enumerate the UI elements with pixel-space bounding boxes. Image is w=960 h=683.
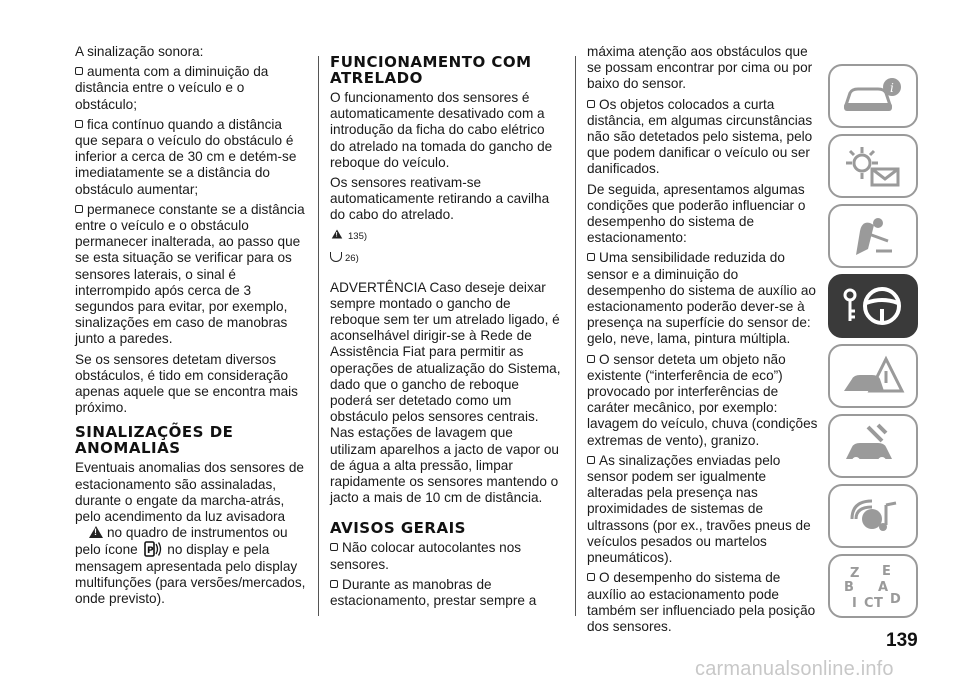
svg-text:i: i [890, 81, 894, 95]
paragraph-text: no quadro de instrumentos ou [107, 525, 288, 541]
list-item [330, 540, 562, 572]
steering-key-icon [838, 281, 908, 331]
paragraph: A sinalização sonora: [75, 44, 204, 59]
section-heading: AVISOS GERAIS [330, 519, 466, 538]
car-info-icon [838, 71, 908, 121]
note-reference [330, 228, 562, 246]
list-item-text: O sensor deteta um objeto não existente (“interferência de eco”) provocado por interferências de caráter mecânico, por exemplo: lavagem do veículo, chuva (condições extremas de vento), granizo. [587, 351, 818, 448]
page-number: 139 [886, 630, 918, 651]
column-left [75, 44, 307, 607]
list-item [587, 352, 819, 449]
list-item [330, 577, 562, 609]
tab-car-info[interactable] [828, 64, 918, 128]
list-item [587, 570, 819, 635]
tab-index[interactable] [828, 554, 918, 618]
tab-emergency[interactable] [828, 344, 918, 408]
bullet-square-icon [587, 355, 595, 363]
list-item-text: permanece constante se a distância entre o veículo e o obstáculo permanecer inalterada, ao passo que se esta situação se verificar para os sensores laterais, o sinal é interrompido após cerca de 3 segundos para evitar, por exemplo, sinalizações em caso de manobras junto a paredes. [75, 201, 305, 347]
list-item [587, 453, 819, 566]
bullet-square-icon [330, 580, 338, 588]
list-item-text: O desempenho do sistema de auxílio ao estacionamento pode também ser influenciado pela posição dos sensores. [587, 570, 816, 634]
bullet-square-icon [587, 253, 595, 261]
breakdown-icon [838, 351, 908, 401]
list-item-text: As sinalizações enviadas pelo sensor podem ser igualmente alteradas pela presença nas proximidades de sistemas de ultrassons (por ex., travões pneus de veículos pesados ou martelos pneumáticos). [587, 452, 811, 566]
list-item [75, 202, 307, 348]
list-item [587, 97, 819, 178]
warning-triangle-icon [332, 229, 343, 238]
column-right [587, 44, 819, 639]
paragraph: Se os sensores detetam diversos obstáculos, é tido em consideração apenas aquele que se encontra mais próximo. [75, 351, 298, 416]
paragraph: Os sensores reativam-se automaticamente retirando a cavilha do cabo do atrelado. [330, 175, 550, 223]
paragraph-text: no display e pela mensagem apresentada pelo display multifunções (para versões/mercados, onde previsto). [75, 542, 306, 607]
bullet-square-icon [587, 100, 595, 108]
tab-multimedia[interactable] [828, 484, 918, 548]
parking-sensor-icon [144, 541, 162, 557]
bullet-square-icon [75, 205, 83, 213]
section-heading: FUNCIONAMENTO COM ATRELADO [330, 53, 532, 87]
paragraph: ADVERTÊNCIA Caso deseje deixar sempre montado o gancho de reboque sem ter um atrelado ligado, é aconselhável dirigir-se à Rede de Assistência Fiat para permitir as operações de atualização do Sistema, dado que o gancho de reboque poderá ser detetado como um obstáculo pelos sensores centrais. Nas estações de lavagem que utilizam aparelhos a jacto de vapor ou de água a alta pressão, limpar rapidamente os sensores mantendo o jacto a mais de 10 cm de distância. [330, 279, 561, 506]
index-letter: A [878, 580, 889, 595]
note-number: 135) [348, 230, 368, 242]
index-letter: B [844, 580, 854, 595]
warning-triangle-icon [89, 526, 103, 538]
list-item [75, 64, 307, 113]
tab-starting-driving[interactable] [828, 274, 918, 338]
paragraph: O funcionamento dos sensores é automaticamente desativado com a introdução da ficha do cabo elétrico do atrelado na tomada do gancho de reboque do veículo. [330, 90, 553, 170]
paragraph [75, 460, 307, 607]
maintenance-icon [838, 421, 908, 471]
paragraph-text: Eventuais anomalias dos sensores de estacionamento são assinaladas, durante o engate da marcha-atrás, pelo acendimento da luz avisadora [75, 460, 304, 525]
index-letter: C [864, 596, 874, 611]
paragraph: máxima atenção aos obstáculos que se possam encontrar por cima ou por baixo do sensor. [587, 44, 813, 92]
bullet-square-icon [330, 543, 338, 551]
media-icon [838, 491, 908, 541]
tab-warning-lights[interactable] [828, 134, 918, 198]
paragraph-text: pelo ícone [75, 542, 138, 558]
index-letter: I [852, 596, 857, 611]
paragraph: De seguida, apresentamos algumas condições que poderão influenciar o desempenho do sistema de estacionamento: [587, 181, 806, 246]
list-item-text: fica contínuo quando a distância que separa o veículo do obstáculo é inferior a cerca de 30 cm e detém-se imediatamente se a distância do obstáculo aumentar; [75, 116, 297, 197]
bullet-square-icon [75, 67, 83, 75]
index-letter: D [890, 592, 901, 607]
list-item-text: Uma sensibilidade reduzida do sensor e a diminuição do desempenho do sistema de auxílio ao estacionamento poderão dever-se à presença na superfície do sensor de: gelo, neve, lama, pintura múltipla. [587, 250, 816, 347]
bullet-square-icon [75, 120, 83, 128]
list-item [75, 117, 307, 198]
bullet-square-icon [587, 456, 595, 464]
note-reference [330, 250, 562, 268]
list-item-text: Não colocar autocolantes nos sensores. [330, 540, 522, 572]
list-item [587, 250, 819, 347]
tab-maintenance[interactable] [828, 414, 918, 478]
list-item-text: aumenta com a diminuição da distância entre o veículo e o obstáculo; [75, 64, 269, 112]
info-droplet-icon [330, 252, 342, 262]
column-divider [318, 56, 319, 616]
section-heading: SINALIZAÇÕES DE ANOMALIAS [75, 423, 234, 458]
index-letters-icon [838, 561, 908, 611]
bullet-square-icon [587, 573, 595, 581]
list-item-text: Durante as manobras de estacionamento, prestar sempre a [330, 576, 537, 609]
column-middle [330, 54, 562, 613]
index-letter: T [874, 596, 883, 611]
airbag-seat-icon [838, 211, 908, 261]
note-number: 26) [345, 252, 359, 264]
chapter-tabs [828, 64, 924, 624]
tab-safety[interactable] [828, 204, 918, 268]
svg-text:P: P [146, 546, 154, 557]
column-divider [575, 56, 576, 616]
index-letter: E [882, 564, 891, 579]
watermark: carmanualsonline.info [695, 658, 894, 680]
index-letter: Z [850, 566, 860, 581]
list-item-text: Os objetos colocados a curta distância, em algumas circunstâncias não são detetados pelo sistema, pelo que podem danificar o veículo ou ser danificados. [587, 96, 813, 177]
warning-lights-icon [838, 141, 908, 191]
